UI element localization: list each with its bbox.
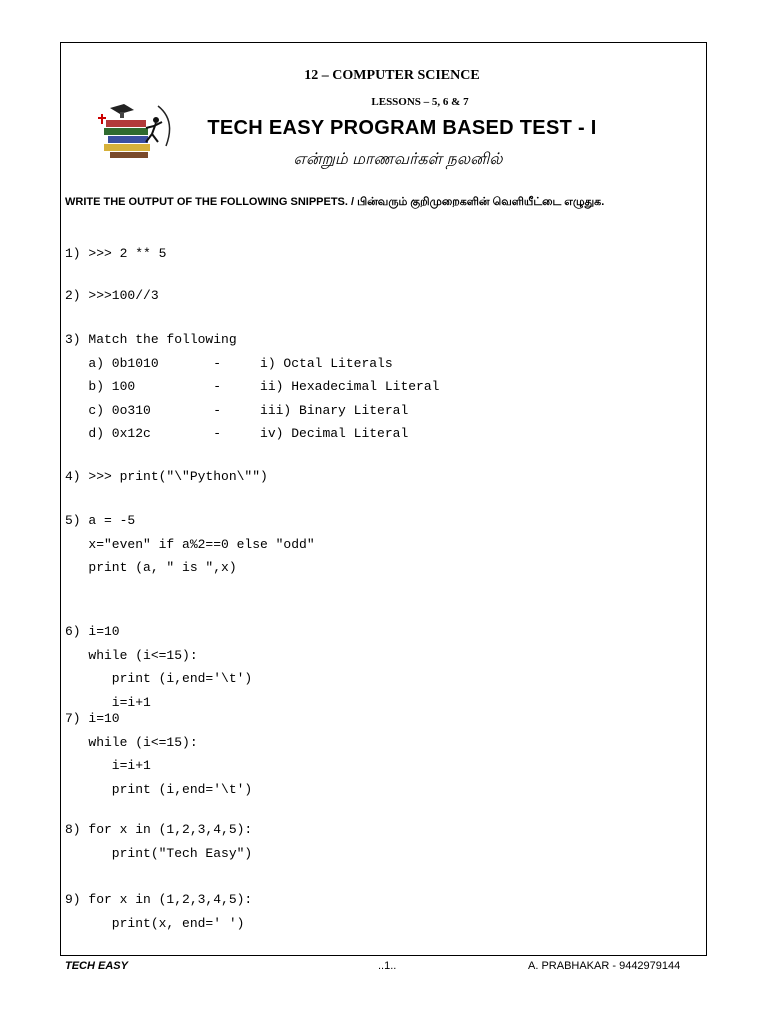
footer-author: A. PRABHAKAR - 9442979144	[528, 960, 681, 972]
course-title: 12 – COMPUTER SCIENCE	[304, 68, 480, 83]
code-line: print (i,end='\t')	[65, 781, 253, 797]
question-1	[65, 246, 166, 262]
tech-easy-logo	[92, 98, 182, 164]
code-line: 4) >>> print("\"Python\"")	[65, 469, 268, 484]
question-4	[65, 469, 268, 485]
code-line: i=i+1	[65, 694, 151, 710]
code-line: 5) a = -5	[65, 513, 136, 528]
code-line: 6) i=10	[65, 624, 120, 639]
code-line: 7) i=10	[65, 711, 120, 726]
code-line: while (i<=15):	[65, 647, 198, 663]
code-line: x="even" if a%2==0 else "odd"	[65, 536, 315, 552]
instruction-text: WRITE THE OUTPUT OF THE FOLLOWING SNIPPETS. / பின்வரும் குறிமுறைகளின் வெளியீட்டை எழுதுக.	[65, 196, 605, 208]
tamil-tagline: என்றும் மாணவர்கள் நலனில்	[293, 151, 503, 168]
page-number: ..1..	[378, 960, 397, 972]
code-line: 1) >>> 2 ** 5	[65, 246, 167, 261]
code-line: while (i<=15):	[65, 734, 198, 750]
code-line: print(x, end=' ')	[65, 915, 245, 931]
question-7	[65, 707, 252, 801]
code-line: d) 0x12c - iv) Decimal Literal	[65, 426, 409, 441]
code-line: 8) for x in (1,2,3,4,5):	[65, 822, 253, 837]
question-8	[65, 818, 252, 865]
code-line: print("Tech Easy")	[65, 845, 253, 861]
question-2	[65, 288, 159, 304]
code-line: 9) for x in (1,2,3,4,5):	[65, 892, 253, 907]
question-3	[65, 328, 439, 446]
code-line: c) 0o310 - iii) Binary Literal	[65, 402, 409, 418]
code-line: print (a, " is ",x)	[65, 560, 237, 575]
code-line: i=i+1	[65, 758, 151, 773]
footer-brand: TECH EASY	[65, 960, 128, 972]
question-9	[65, 888, 252, 935]
code-line: print (i,end='\t')	[65, 671, 253, 686]
question-5	[65, 509, 315, 580]
code-line: a) 0b1010 - i) Octal Literals	[65, 355, 393, 371]
question-6	[65, 620, 252, 714]
code-line: 3) Match the following	[65, 332, 237, 347]
code-line: 2) >>>100//3	[65, 288, 159, 303]
test-title: TECH EASY PROGRAM BASED TEST - I	[207, 117, 597, 139]
code-line: b) 100 - ii) Hexadecimal Literal	[65, 379, 440, 394]
lessons-subtitle: LESSONS – 5, 6 & 7	[371, 96, 469, 108]
